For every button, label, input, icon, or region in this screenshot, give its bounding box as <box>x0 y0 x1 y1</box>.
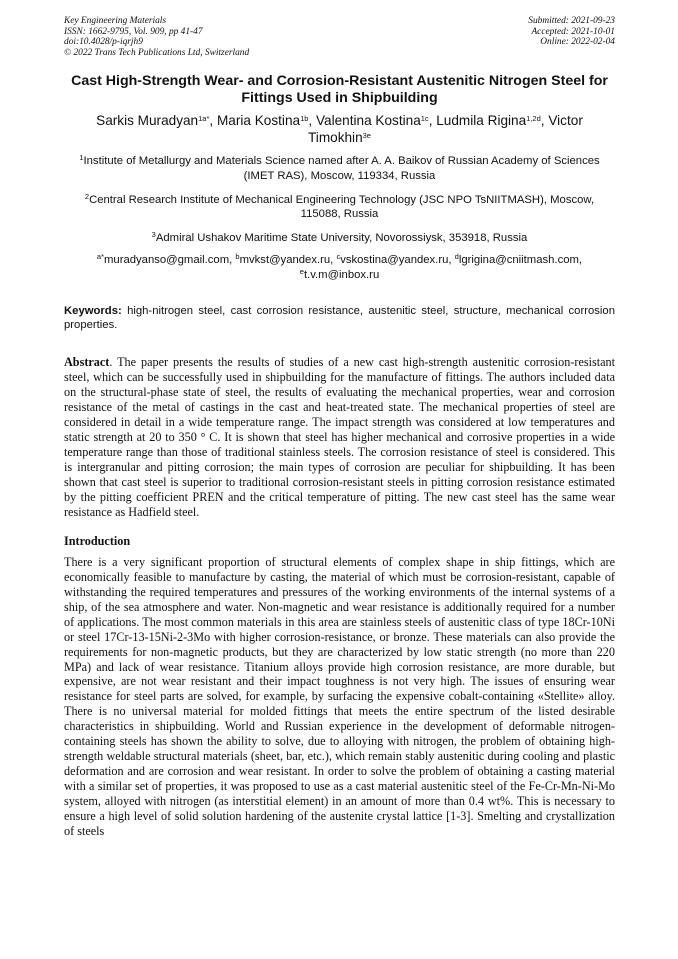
journal-info <box>64 16 249 58</box>
abstract-text: . The paper presents the results of studies of a new cast high-strength austenitic corrosion-resistant steel, which can be successfully used in shipbuilding for the manufacture of fittings. The authors included data on the structural-phase state of steel, the results of evaluating the mechanical properties, wear and corrosion resistance of the metal of castings in the cast and heat-treated state. The mechanical properties of steel are considered in detail in a wide temperature range. The impact strength was considered at low temperatures and static strength at 20 to 350 ° C. It is shown that steel has higher mechanical and corrosive properties in a wide temperature range than those of traditional stainless steels. The corrosion resistance of steel is considered. This is intergranular and pitting corrosion; the main types of corrosion are peculiar for shipbuilding. It has been shown that cast steel is superior to traditional corrosion-resistant steels in pitting corrosion resistance estimated by the pitting coefficient PREN and the critical temperature of pitting. The new cast steel has the same wear resistance as Hadfield steel. <box>64 354 615 520</box>
author-name: Valentina Kostina <box>315 113 421 129</box>
email-address[interactable]: t.v.m@inbox.ru <box>303 268 380 281</box>
author-affiliation-mark: 1a* <box>198 114 210 124</box>
author-affiliation-mark: 3e <box>362 131 371 141</box>
author-name: Victor Timokhin <box>308 113 583 146</box>
email-mark: d <box>454 252 459 262</box>
author <box>436 113 548 128</box>
email-address[interactable]: lgrigina@cniitmash.com <box>458 254 579 267</box>
online-date: Online: 2022-02-04 <box>540 37 615 48</box>
affiliation-mark: 1 <box>79 153 84 163</box>
publication-dates <box>528 16 615 58</box>
affiliation-2 <box>64 193 615 222</box>
keywords-label: Keywords: <box>64 304 122 317</box>
affiliation-text: Central Research Institute of Mechanical Engineering Technology (JSC NPO TsNIITMASH), Moscow, 115088, Russia <box>89 193 595 221</box>
affiliation-text: Institute of Metallurgy and Materials Science named after A. A. Baikov of Russian Academy of Sciences (IMET RAS), Moscow, 119334, Russia <box>83 155 600 182</box>
author <box>316 113 436 128</box>
author-affiliation-mark: 1c <box>420 114 429 124</box>
affiliation-text: Admiral Ushakov Maritime State University, Novorossiysk, 353918, Russia <box>155 231 528 244</box>
publication-header <box>64 16 615 58</box>
author-separator: , <box>209 113 217 129</box>
paper-title: Cast High-Strength Wear- and Corrosion-Resistant Austenitic Nitrogen Steel for Fittings Used in Shipbuilding <box>71 73 608 107</box>
author-separator: , <box>540 113 549 129</box>
author-name: Ludmila Rigina <box>436 113 527 129</box>
author <box>96 113 217 128</box>
email-entry <box>336 254 454 266</box>
doi[interactable]: doi:10.4028/p-iqrjh9 <box>64 37 143 48</box>
email-mark: a* <box>96 252 105 262</box>
keywords <box>64 304 615 333</box>
email-address[interactable]: mvkst@yandex.ru <box>239 254 331 267</box>
author-list <box>64 112 615 146</box>
author-name: Maria Kostina <box>216 113 301 129</box>
author-affiliation-mark: 1,2d <box>526 114 541 124</box>
affiliation-3 <box>64 231 615 246</box>
abstract-label: Abstract <box>64 354 110 369</box>
author-affiliation-mark: 1b <box>300 114 309 124</box>
affiliation-1 <box>64 154 615 183</box>
accepted-date: Accepted: 2021-10-01 <box>531 26 615 37</box>
journal-name: Key Engineering Materials <box>64 16 167 26</box>
email-entry <box>97 254 236 266</box>
email-separator: , <box>330 254 337 267</box>
email-separator: , <box>229 254 236 267</box>
paper-page <box>64 16 615 838</box>
author-name: Sarkis Muradyan <box>96 113 199 129</box>
keywords-text: high-nitrogen steel, cast corrosion resistance, austenitic steel, structure, mechanical corrosion properties. <box>64 304 615 332</box>
issn-volume: ISSN: 1662-9795, Vol. 909, pp 41-47 <box>64 26 203 37</box>
author-separator: , <box>428 113 437 129</box>
email-address[interactable]: vskostina@yandex.ru <box>340 254 449 267</box>
email-address[interactable]: muradyanso@gmail.com <box>104 254 230 267</box>
affiliation-mark: 3 <box>151 229 156 239</box>
affiliation-mark: 2 <box>84 191 90 201</box>
email-mark: b <box>235 252 240 262</box>
author-separator: , <box>308 113 316 129</box>
email-mark: c <box>336 252 341 262</box>
email-separator: , <box>448 254 455 267</box>
email-entry <box>235 254 336 266</box>
email-entry <box>299 266 380 281</box>
copyright: © 2022 Trans Tech Publications Ltd, Switzerland <box>64 47 250 58</box>
email-separator: , <box>578 254 583 267</box>
email-entry <box>455 254 582 266</box>
author-emails <box>64 253 615 282</box>
author <box>217 113 316 128</box>
introduction-heading: Introduction <box>64 534 131 549</box>
email-mark: e <box>299 266 304 276</box>
submitted-date: Submitted: 2021-09-23 <box>528 16 615 26</box>
introduction-text: There is a very significant proportion of structural elements of complex shape in ship fittings, which are economically feasible to manufacture by casting, the material of which must be corrosion-resistant, capable of withstanding the required temperatures and pressures of the working environments of the internal systems of a ship, of the sea atmosphere and water. Non-magnetic and wear resistance is additionally required for a number of applications. The most common materials in this area are stainless steels of austenitic class of type 18Cr-10Ni or steel 17Cr-13-15Ni-2-3Mo with higher corrosion-resistance, or bronze. These materials can also provide the requirements for non-magnetic products, but they are characterized by low static strength (no more than 220 MPa) and lack of wear resistance. Titanium alloys provide high corrosion resistance, are more durable, but expensive, are not wear resistant and their impact toughness is not very high. The issues of ensuring wear resistance for steel parts are solved, for example, by surfacing the expensive cobalt-containing «Stellite» alloy. There is no universal material for molded fittings that meets the entire spectrum of the listed desirable characteristics in shipbuilding. World and Russian experience in the development of deformable nitrogen-containing steels has shown the ability to solve, due to alloying with nitrogen, the problem of obtaining high-strength weldable structural materials (sheet, bar, etc.), which remain stably austenitic during cooling and plastic deformation and are corrosion and wear resistant. In order to solve the problem of obtaining a casting material with a similar set of properties, it was proposed to use as a cast material austenitic steel of the Fe-Cr-Mn-Ni-Mo system, alloyed with nitrogen (as interstitial element) in an amount of more than 0.4 wt%. This is necessary to ensure a high level of solid solution hardening of the austenite crystal lattice [1-3]. Smelting and crystallization of steels <box>64 555 615 838</box>
abstract <box>64 355 615 521</box>
